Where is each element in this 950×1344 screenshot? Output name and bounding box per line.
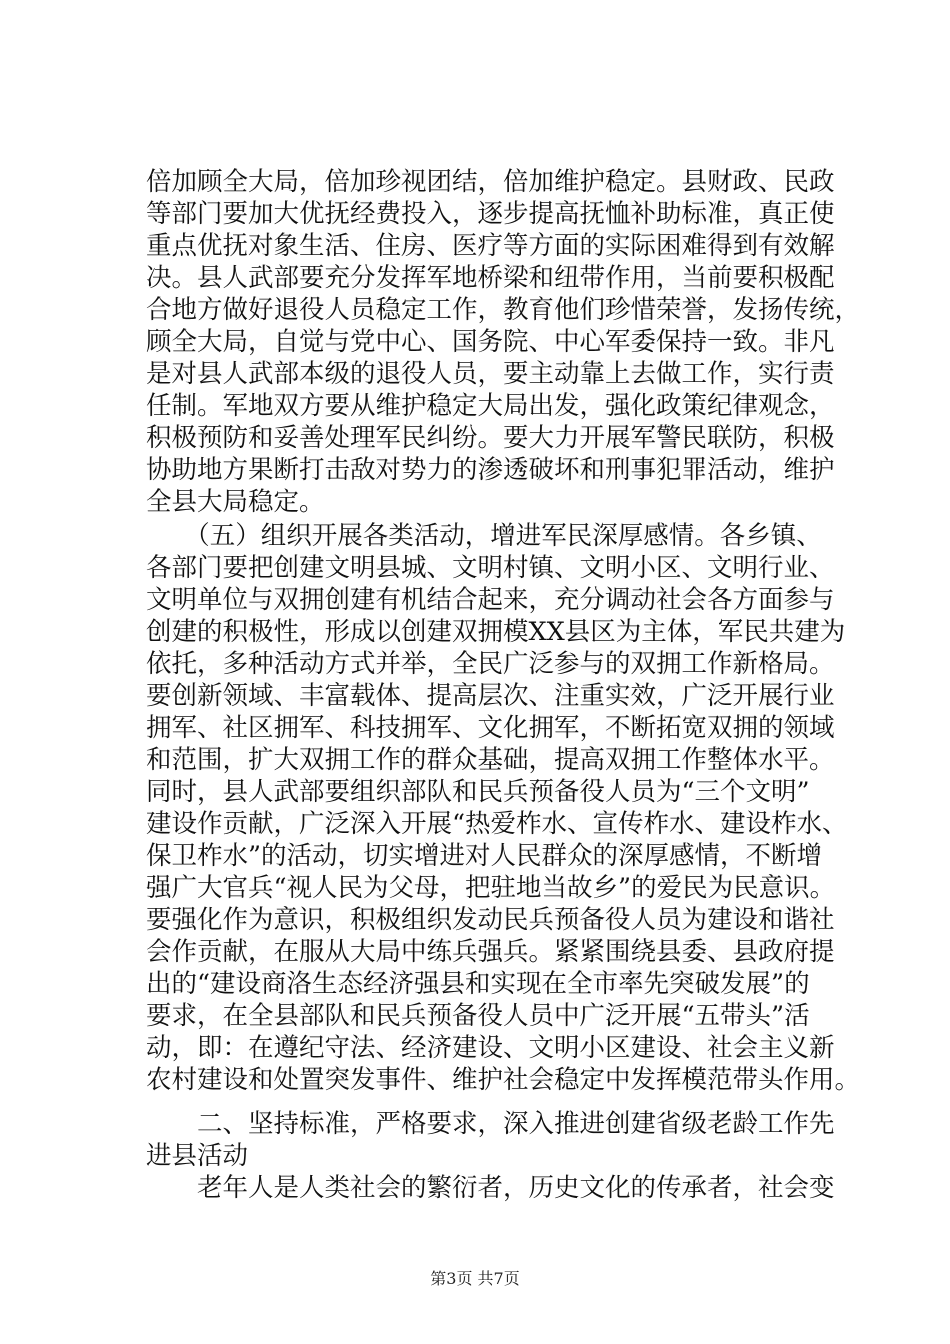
- text-line: 合地方做好退役人员稳定工作，教育他们珍惜荣誉，发扬传统，: [146, 295, 861, 325]
- text-line: 是对县人武部本级的退役人员，要主动靠上去做工作，实行责: [146, 359, 835, 389]
- text-line: 顾全大局，自觉与党中心、国务院、中心军委保持一致。非凡: [146, 327, 835, 357]
- text-line: 协助地方果断打击敌对势力的渗透破坏和刑事犯罪活动，维护: [146, 455, 835, 485]
- text-line: 动，即：在遵纪守法、经济建设、文明小区建设、社会主义新: [146, 1033, 835, 1063]
- text-line: 决。县人武部要充分发挥军地桥梁和纽带作用，当前要积极配: [146, 263, 835, 293]
- text-line: 和范围，扩大双拥工作的群众基础，提高双拥工作整体水平。: [146, 745, 835, 775]
- text-line: 重点优抚对象生活、住房、医疗等方面的实际困难得到有效解: [146, 231, 835, 261]
- text-line: 全县大局稳定。: [146, 487, 325, 517]
- text-line: 要求，在全县部队和民兵预备役人员中广泛开展“五带头”活: [146, 1001, 810, 1031]
- text-line: 出的“建设商洛生态经济强县和实现在全市率先突破发展”的: [146, 969, 810, 999]
- text-line: （五）组织开展各类活动，增进军民深厚感情。各乡镇、: [146, 521, 822, 551]
- text-line: 等部门要加大优抚经费投入，逐步提高抚恤补助标准，真正使: [146, 199, 835, 229]
- text-line: 文明单位与双拥创建有机结合起来，充分调动社会各方面参与: [146, 585, 835, 615]
- text-line: 强广大官兵“视人民为父母，把驻地当故乡”的爱民为民意识。: [146, 873, 836, 903]
- page-footer: 第3页 共7页: [430, 1269, 520, 1288]
- text-line: 要创新领域、丰富载体、提高层次、注重实效，广泛开展行业: [146, 681, 835, 711]
- text-line: 拥军、社区拥军、科技拥军、文化拥军，不断拓宽双拥的领域: [146, 713, 835, 743]
- text-line: 要强化作为意识，积极组织发动民兵预备役人员为建设和谐社: [146, 905, 835, 935]
- text-line: 各部门要把创建文明县城、文明村镇、文明小区、文明行业、: [146, 553, 835, 583]
- text-line: 建设作贡献，广泛深入开展“热爱柞水、宣传柞水、建设柞水、: [146, 809, 848, 839]
- text-line: 进县活动: [146, 1141, 249, 1171]
- text-line: 二、坚持标准，严格要求，深入推进创建省级老龄工作先: [146, 1109, 835, 1139]
- text-line: 倍加顾全大局，倍加珍视团结，倍加维护稳定。县财政、民政: [146, 167, 835, 197]
- text-line: 积极预防和妥善处理军民纠纷。要大力开展军警民联防，积极: [146, 423, 835, 453]
- text-line: 老年人是人类社会的繁衍者，历史文化的传承者，社会变: [146, 1173, 835, 1203]
- text-line: 创建的积极性，形成以创建双拥模XX县区为主体，军民共建为: [146, 617, 846, 647]
- text-line: 会作贡献，在服从大局中练兵强兵。紧紧围绕县委、县政府提: [146, 937, 835, 967]
- text-line: 依托，多种活动方式并举，全民广泛参与的双拥工作新格局。: [146, 649, 835, 679]
- text-line: 保卫柞水”的活动，切实增进对人民群众的深厚感情，不断增: [146, 841, 823, 871]
- text-line: 任制。军地双方要从维护稳定大局出发，强化政策纪律观念，: [146, 391, 835, 421]
- text-line: 农村建设和处置突发事件、维护社会稳定中发挥模范带头作用。: [146, 1065, 861, 1095]
- text-line: 同时，县人武部要组织部队和民兵预备役人员为“三个文明”: [146, 777, 810, 807]
